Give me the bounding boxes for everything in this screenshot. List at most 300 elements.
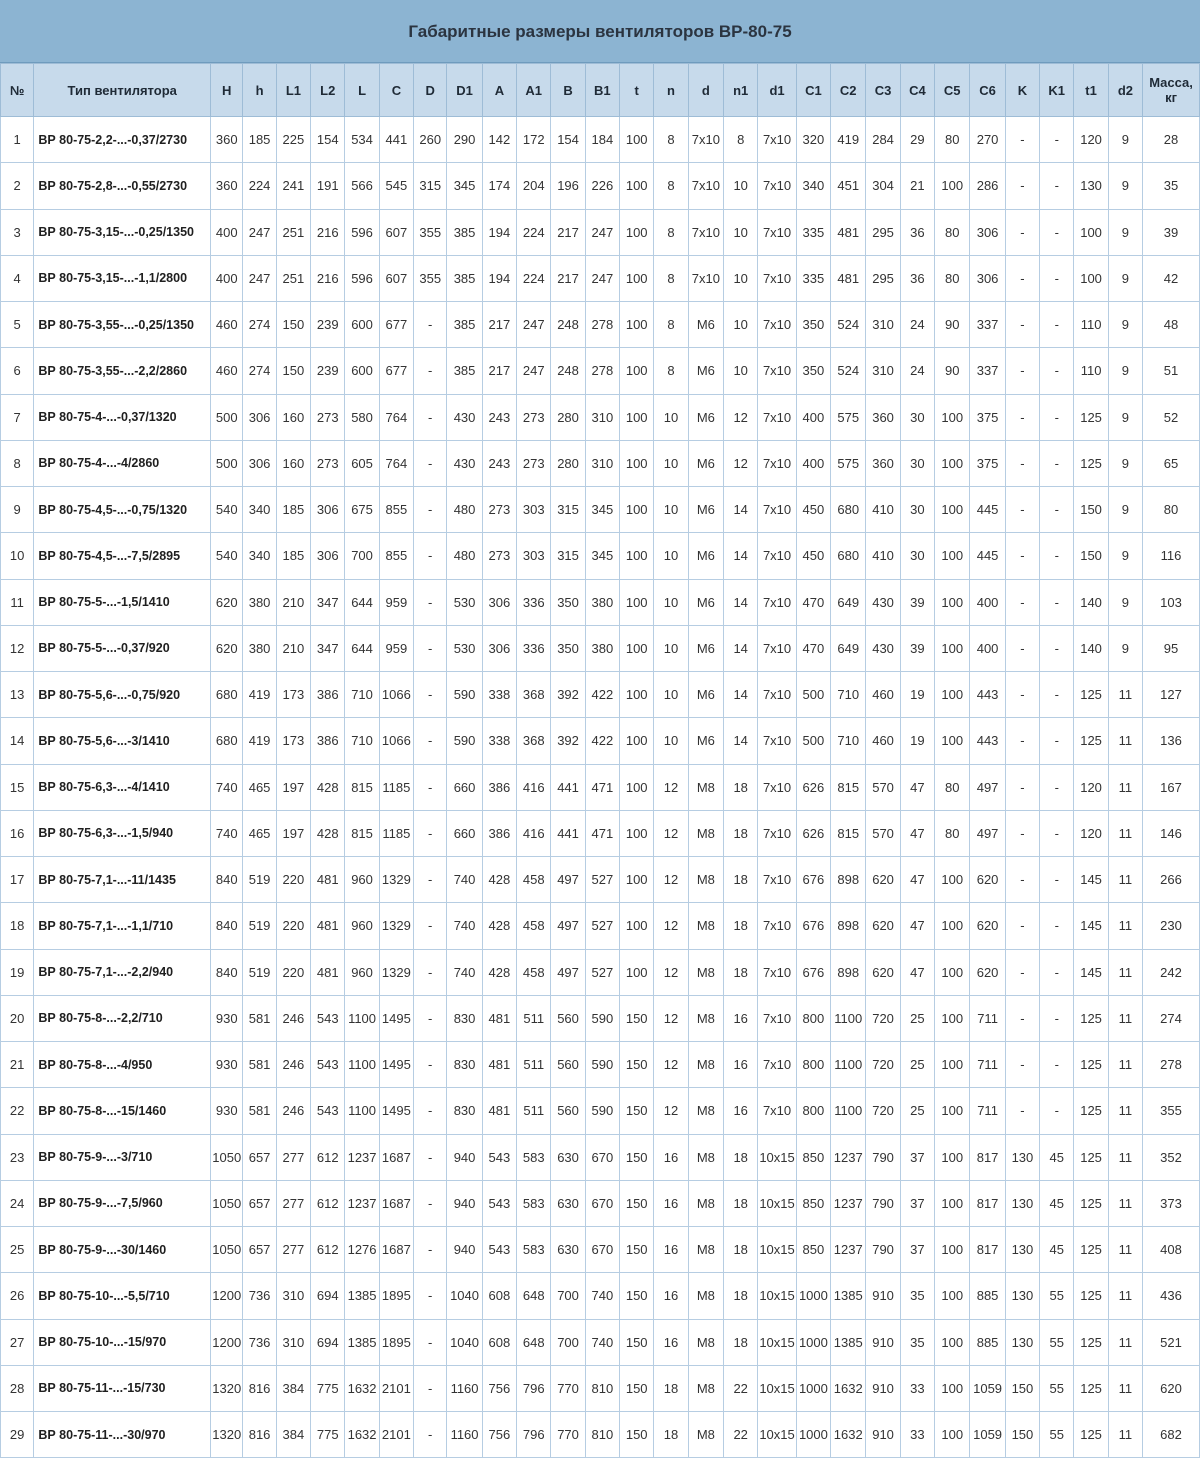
- table-cell: 620: [970, 857, 1005, 903]
- fan-type: ВР 80-75-7,1-...-1,1/710: [34, 903, 211, 949]
- table-cell: 385: [447, 302, 482, 348]
- table-cell: 1237: [831, 1227, 866, 1273]
- table-cell: 1632: [345, 1412, 379, 1458]
- table-row: [1, 1180, 1200, 1226]
- table-cell: 800: [796, 1088, 830, 1134]
- row-number: 1: [1, 117, 34, 163]
- table-cell: 581: [243, 1088, 276, 1134]
- table-cell: 315: [414, 163, 447, 209]
- table-cell: 519: [243, 857, 276, 903]
- table-cell: 682: [1143, 1412, 1200, 1458]
- table-cell: 150: [620, 995, 654, 1041]
- table-cell: 720: [866, 1042, 900, 1088]
- table-cell: -: [1005, 163, 1039, 209]
- table-cell: 380: [585, 625, 619, 671]
- table-row: [1, 903, 1200, 949]
- table-cell: 12: [654, 857, 688, 903]
- table-cell: 740: [211, 764, 243, 810]
- table-cell: 460: [866, 672, 900, 718]
- table-cell: -: [414, 764, 447, 810]
- table-cell: -: [414, 1412, 447, 1458]
- table-cell: 373: [1143, 1180, 1200, 1226]
- table-cell: 273: [482, 533, 516, 579]
- row-number: 4: [1, 255, 34, 301]
- row-number: 5: [1, 302, 34, 348]
- fan-type: ВР 80-75-11-...-30/970: [34, 1412, 211, 1458]
- table-cell: 644: [345, 579, 379, 625]
- table-row: [1, 949, 1200, 995]
- table-cell: 607: [379, 209, 413, 255]
- table-cell: 125: [1074, 440, 1108, 486]
- table-row: [1, 1365, 1200, 1411]
- table-cell: 355: [1143, 1088, 1200, 1134]
- table-cell: 1066: [379, 672, 413, 718]
- table-cell: 18: [724, 810, 758, 856]
- table-cell: 47: [900, 764, 934, 810]
- table-row: [1, 625, 1200, 671]
- table-cell: 840: [211, 903, 243, 949]
- table-cell: 11: [1108, 764, 1142, 810]
- table-cell: 620: [211, 625, 243, 671]
- table-cell: 7х10: [758, 348, 796, 394]
- table-cell: 30: [900, 533, 934, 579]
- table-cell: 243: [482, 440, 516, 486]
- table-cell: М8: [688, 949, 723, 995]
- table-cell: 11: [1108, 1412, 1142, 1458]
- table-cell: 1276: [345, 1227, 379, 1273]
- table-cell: 519: [243, 949, 276, 995]
- table-cell: 42: [1143, 255, 1200, 301]
- table-cell: 385: [447, 348, 482, 394]
- table-cell: 100: [620, 672, 654, 718]
- table-cell: 1495: [379, 1088, 413, 1134]
- table-row: [1, 810, 1200, 856]
- table-cell: 100: [935, 533, 970, 579]
- table-cell: 605: [345, 440, 379, 486]
- table-cell: 8: [654, 163, 688, 209]
- table-cell: 410: [866, 533, 900, 579]
- table-cell: 204: [517, 163, 551, 209]
- table-cell: 380: [243, 579, 276, 625]
- table-cell: 16: [654, 1134, 688, 1180]
- table-cell: 7х10: [758, 440, 796, 486]
- table-cell: 47: [900, 857, 934, 903]
- table-cell: 817: [970, 1227, 1005, 1273]
- table-cell: 350: [551, 625, 585, 671]
- table-row: [1, 1042, 1200, 1088]
- column-header: C4: [900, 64, 934, 117]
- table-cell: 10х15: [758, 1180, 796, 1226]
- table-cell: 12: [654, 903, 688, 949]
- table-cell: 608: [482, 1273, 516, 1319]
- table-cell: 290: [447, 117, 482, 163]
- table-cell: 470: [796, 625, 830, 671]
- table-cell: 7х10: [758, 533, 796, 579]
- table-cell: 11: [1108, 857, 1142, 903]
- table-cell: 612: [311, 1134, 345, 1180]
- table-cell: 11: [1108, 810, 1142, 856]
- table-cell: 18: [724, 1319, 758, 1365]
- table-cell: 226: [585, 163, 619, 209]
- table-cell: -: [1040, 348, 1074, 394]
- table-cell: 100: [935, 440, 970, 486]
- table-cell: 511: [517, 1042, 551, 1088]
- column-header: A: [482, 64, 516, 117]
- table-cell: 145: [1074, 857, 1108, 903]
- column-header: K1: [1040, 64, 1074, 117]
- column-header: L1: [276, 64, 310, 117]
- table-cell: 35: [900, 1319, 934, 1365]
- fan-type: ВР 80-75-3,15-...-1,1/2800: [34, 255, 211, 301]
- table-cell: 355: [414, 255, 447, 301]
- table-cell: 243: [482, 394, 516, 440]
- table-cell: 740: [585, 1319, 619, 1365]
- table-cell: 855: [379, 487, 413, 533]
- table-cell: 458: [517, 857, 551, 903]
- table-cell: 428: [311, 810, 345, 856]
- row-number: 11: [1, 579, 34, 625]
- table-cell: 441: [551, 764, 585, 810]
- table-cell: 385: [447, 255, 482, 301]
- table-cell: 416: [517, 810, 551, 856]
- column-header: Масса, кг: [1143, 64, 1200, 117]
- table-cell: 1385: [345, 1273, 379, 1319]
- table-cell: 375: [970, 394, 1005, 440]
- table-cell: 7х10: [758, 117, 796, 163]
- table-cell: -: [1040, 163, 1074, 209]
- table-cell: 1632: [831, 1412, 866, 1458]
- table-cell: -: [414, 1273, 447, 1319]
- table-cell: 583: [517, 1180, 551, 1226]
- table-cell: 154: [551, 117, 585, 163]
- table-cell: 583: [517, 1227, 551, 1273]
- column-header: C6: [970, 64, 1005, 117]
- table-cell: 441: [379, 117, 413, 163]
- table-cell: 29: [900, 117, 934, 163]
- column-header: A1: [517, 64, 551, 117]
- table-cell: 100: [935, 1365, 970, 1411]
- fan-type: ВР 80-75-2,8-...-0,55/2730: [34, 163, 211, 209]
- table-cell: 47: [900, 810, 934, 856]
- table-cell: 1100: [345, 1042, 379, 1088]
- table-cell: 125: [1074, 1412, 1108, 1458]
- table-cell: 430: [447, 440, 482, 486]
- table-cell: 150: [1005, 1412, 1039, 1458]
- table-cell: 14: [724, 718, 758, 764]
- table-cell: -: [414, 1365, 447, 1411]
- table-cell: М8: [688, 1273, 723, 1319]
- column-header: K: [1005, 64, 1039, 117]
- table-cell: 1687: [379, 1134, 413, 1180]
- row-number: 20: [1, 995, 34, 1041]
- table-cell: 815: [831, 764, 866, 810]
- table-cell: 441: [551, 810, 585, 856]
- row-number: 17: [1, 857, 34, 903]
- table-cell: 130: [1074, 163, 1108, 209]
- table-cell: 960: [345, 949, 379, 995]
- table-cell: 898: [831, 949, 866, 995]
- table-cell: 130: [1005, 1227, 1039, 1273]
- table-cell: 24: [900, 348, 934, 394]
- table-cell: 386: [482, 810, 516, 856]
- table-cell: 120: [1074, 810, 1108, 856]
- table-cell: 7х10: [758, 903, 796, 949]
- table-cell: 224: [517, 209, 551, 255]
- table-cell: 7х10: [758, 255, 796, 301]
- table-cell: 172: [517, 117, 551, 163]
- table-cell: 55: [1040, 1412, 1074, 1458]
- table-cell: 337: [970, 348, 1005, 394]
- column-header: L: [345, 64, 379, 117]
- table-cell: 7х10: [688, 117, 723, 163]
- row-number: 2: [1, 163, 34, 209]
- table-cell: 1100: [831, 1042, 866, 1088]
- table-cell: 174: [482, 163, 516, 209]
- table-cell: 581: [243, 1042, 276, 1088]
- table-cell: М6: [688, 718, 723, 764]
- table-cell: 273: [517, 440, 551, 486]
- table-cell: 1066: [379, 718, 413, 764]
- table-cell: 1237: [345, 1180, 379, 1226]
- table-cell: 345: [585, 487, 619, 533]
- table-cell: 127: [1143, 672, 1200, 718]
- table-cell: 694: [311, 1273, 345, 1319]
- table-cell: 855: [379, 533, 413, 579]
- table-cell: -: [414, 625, 447, 671]
- table-cell: 45: [1040, 1227, 1074, 1273]
- table-cell: 1185: [379, 810, 413, 856]
- table-cell: 130: [1005, 1180, 1039, 1226]
- table-cell: 100: [620, 440, 654, 486]
- table-cell: 277: [276, 1227, 310, 1273]
- table-cell: М8: [688, 903, 723, 949]
- table-cell: 386: [482, 764, 516, 810]
- table-cell: М6: [688, 394, 723, 440]
- column-header: L2: [311, 64, 345, 117]
- table-cell: -: [1040, 302, 1074, 348]
- table-cell: 521: [1143, 1319, 1200, 1365]
- table-cell: 1895: [379, 1319, 413, 1365]
- table-cell: 335: [796, 255, 830, 301]
- table-cell: 543: [482, 1134, 516, 1180]
- table-cell: -: [414, 579, 447, 625]
- table-cell: М8: [688, 1227, 723, 1273]
- table-cell: 125: [1074, 1319, 1108, 1365]
- table-cell: 30: [900, 394, 934, 440]
- table-cell: 2101: [379, 1412, 413, 1458]
- table-cell: 530: [447, 579, 482, 625]
- table-cell: 560: [551, 1042, 585, 1088]
- table-cell: 10х15: [758, 1412, 796, 1458]
- table-cell: 25: [900, 1042, 934, 1088]
- table-cell: 649: [831, 579, 866, 625]
- table-cell: 775: [311, 1412, 345, 1458]
- table-cell: 1160: [447, 1412, 482, 1458]
- table-cell: 830: [447, 1088, 482, 1134]
- table-cell: 648: [517, 1319, 551, 1365]
- row-number: 7: [1, 394, 34, 440]
- table-cell: 1040: [447, 1273, 482, 1319]
- table-cell: 100: [620, 579, 654, 625]
- table-cell: 590: [447, 718, 482, 764]
- table-cell: 306: [482, 625, 516, 671]
- table-cell: 350: [796, 302, 830, 348]
- table-cell: 816: [243, 1365, 276, 1411]
- table-cell: 100: [935, 625, 970, 671]
- table-cell: 100: [935, 949, 970, 995]
- table-cell: 764: [379, 440, 413, 486]
- table-cell: 100: [935, 579, 970, 625]
- fan-type: ВР 80-75-2,2-...-0,37/2730: [34, 117, 211, 163]
- table-cell: 500: [796, 718, 830, 764]
- table-cell: 100: [935, 1412, 970, 1458]
- table-cell: 930: [211, 995, 243, 1041]
- fan-type: ВР 80-75-4-...-0,37/1320: [34, 394, 211, 440]
- table-cell: М8: [688, 995, 723, 1041]
- table-cell: 1329: [379, 857, 413, 903]
- table-cell: 596: [345, 209, 379, 255]
- table-cell: 840: [211, 857, 243, 903]
- table-cell: 710: [345, 718, 379, 764]
- table-cell: 7х10: [758, 718, 796, 764]
- table-cell: 710: [831, 718, 866, 764]
- column-header: n1: [724, 64, 758, 117]
- table-cell: 410: [866, 487, 900, 533]
- fan-type: ВР 80-75-9-...-7,5/960: [34, 1180, 211, 1226]
- table-cell: 590: [585, 1088, 619, 1134]
- table-cell: 11: [1108, 1319, 1142, 1365]
- table-cell: 959: [379, 625, 413, 671]
- table-cell: 125: [1074, 1365, 1108, 1411]
- table-cell: 247: [243, 255, 276, 301]
- table-cell: 100: [935, 1134, 970, 1180]
- table-cell: 246: [276, 1088, 310, 1134]
- table-cell: 458: [517, 903, 551, 949]
- table-cell: -: [1005, 302, 1039, 348]
- table-cell: 756: [482, 1365, 516, 1411]
- table-cell: 306: [970, 255, 1005, 301]
- table-cell: 1687: [379, 1180, 413, 1226]
- table-cell: 18: [724, 1134, 758, 1180]
- table-cell: 7х10: [688, 163, 723, 209]
- table-cell: 33: [900, 1412, 934, 1458]
- table-cell: 898: [831, 903, 866, 949]
- table-cell: 7х10: [688, 209, 723, 255]
- table-cell: -: [1005, 533, 1039, 579]
- table-cell: 18: [724, 1273, 758, 1319]
- table-cell: М6: [688, 579, 723, 625]
- fan-type: ВР 80-75-5,6-...-3/1410: [34, 718, 211, 764]
- table-cell: 460: [211, 302, 243, 348]
- table-cell: 24: [900, 302, 934, 348]
- table-cell: 12: [724, 394, 758, 440]
- table-cell: 8: [654, 302, 688, 348]
- table-cell: 55: [1040, 1365, 1074, 1411]
- table-cell: 278: [585, 302, 619, 348]
- fan-type: ВР 80-75-3,15-...-0,25/1350: [34, 209, 211, 255]
- table-cell: 100: [935, 1180, 970, 1226]
- table-cell: 680: [211, 672, 243, 718]
- table-cell: 620: [1143, 1365, 1200, 1411]
- table-cell: 810: [585, 1412, 619, 1458]
- table-cell: 959: [379, 579, 413, 625]
- fan-type: ВР 80-75-10-...-5,5/710: [34, 1273, 211, 1319]
- table-cell: 740: [211, 810, 243, 856]
- table-cell: 850: [796, 1134, 830, 1180]
- table-cell: 711: [970, 995, 1005, 1041]
- table-cell: 545: [379, 163, 413, 209]
- fan-type: ВР 80-75-5-...-1,5/1410: [34, 579, 211, 625]
- table-cell: -: [414, 440, 447, 486]
- table-cell: 1050: [211, 1180, 243, 1226]
- table-cell: 560: [551, 995, 585, 1041]
- fan-type: ВР 80-75-8-...-4/950: [34, 1042, 211, 1088]
- table-cell: -: [414, 1319, 447, 1365]
- table-cell: 850: [796, 1180, 830, 1226]
- table-cell: 600: [345, 348, 379, 394]
- table-cell: -: [1040, 533, 1074, 579]
- table-cell: 830: [447, 995, 482, 1041]
- table-cell: 10х15: [758, 1365, 796, 1411]
- table-cell: 100: [935, 1042, 970, 1088]
- table-cell: 36: [900, 255, 934, 301]
- table-cell: 1000: [796, 1319, 830, 1365]
- fan-type: ВР 80-75-8-...-2,2/710: [34, 995, 211, 1041]
- table-cell: 817: [970, 1134, 1005, 1180]
- table-cell: 80: [935, 810, 970, 856]
- column-header: C1: [796, 64, 830, 117]
- table-cell: 1895: [379, 1273, 413, 1319]
- table-cell: 16: [724, 1042, 758, 1088]
- table-cell: 150: [620, 1412, 654, 1458]
- table-cell: 150: [620, 1365, 654, 1411]
- table-cell: 337: [970, 302, 1005, 348]
- table-cell: 416: [517, 764, 551, 810]
- table-cell: 100: [620, 209, 654, 255]
- table-cell: 273: [311, 440, 345, 486]
- table-cell: 481: [482, 1088, 516, 1134]
- table-cell: М6: [688, 302, 723, 348]
- table-cell: -: [1040, 579, 1074, 625]
- table-cell: -: [414, 1180, 447, 1226]
- table-cell: 10х15: [758, 1273, 796, 1319]
- table-cell: 8: [724, 117, 758, 163]
- table-cell: 817: [970, 1180, 1005, 1226]
- table-cell: 336: [517, 579, 551, 625]
- table-cell: 470: [796, 579, 830, 625]
- fan-type: ВР 80-75-7,1-...-2,2/940: [34, 949, 211, 995]
- table-cell: 620: [866, 949, 900, 995]
- table-cell: 790: [866, 1180, 900, 1226]
- table-cell: 630: [551, 1134, 585, 1180]
- table-cell: 150: [1074, 533, 1108, 579]
- table-cell: 14: [724, 487, 758, 533]
- table-cell: 12: [654, 995, 688, 1041]
- table-cell: 700: [551, 1273, 585, 1319]
- table-cell: 711: [970, 1042, 1005, 1088]
- fan-type: ВР 80-75-6,3-...-4/1410: [34, 764, 211, 810]
- table-cell: 1200: [211, 1273, 243, 1319]
- table-cell: 37: [900, 1134, 934, 1180]
- table-cell: 310: [866, 302, 900, 348]
- table-row: [1, 440, 1200, 486]
- table-cell: 55: [1040, 1273, 1074, 1319]
- table-cell: -: [1005, 1088, 1039, 1134]
- table-cell: 460: [211, 348, 243, 394]
- table-cell: 620: [211, 579, 243, 625]
- table-row: [1, 672, 1200, 718]
- table-cell: 216: [311, 209, 345, 255]
